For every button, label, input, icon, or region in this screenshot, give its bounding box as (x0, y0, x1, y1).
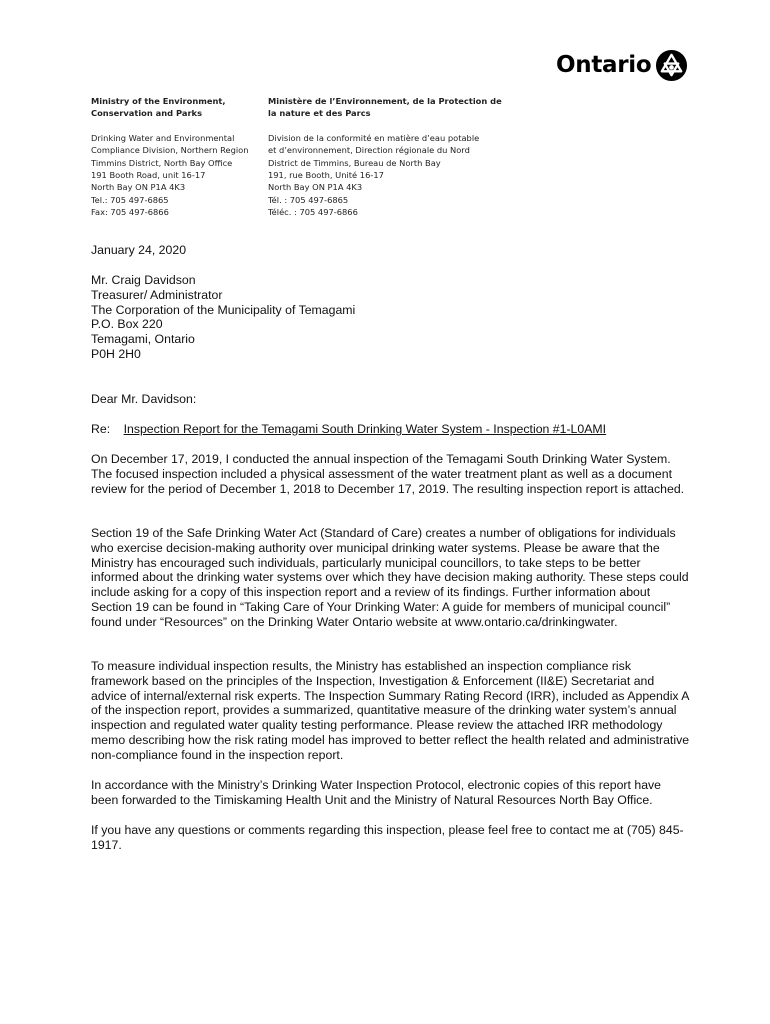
fax-line: Fax: 705 497-6866 (91, 207, 169, 218)
ministry-address-english (91, 95, 291, 219)
address-line: Drinking Water and Environmental (91, 132, 235, 143)
recipient-line: P.O. Box 220 (91, 317, 163, 332)
paragraph-contact: If you have any questions or comments regarding this inspection, please feel free to contact me at (705) 845-1917. (91, 823, 684, 852)
ministry-name-french (268, 95, 502, 120)
paragraph-section-19: Section 19 of the Safe Drinking Water Act (Standard of Care) creates a number of obligations for individuals who exercise decision-making authority over municipal drinking water systems. Please be aware that the Ministry has encouraged such individuals, particularly municipal councillors, to take steps to be better informed about the drinking water systems over which they have decision making authority. These steps could include asking for a copy of this inspection report and a review of its findings. Further information about Section 19 can be found in “Taking Care of Your Drinking Water: A guide for members of municipal council” found under “Resources” on the Drinking Water Ontario website at www.ontario.ca/drinkingwater. (91, 526, 689, 629)
paragraph-distribution: In accordance with the Ministry’s Drinking Water Inspection Protocol, electronic copies of this report have been forwarded to the Timiskaming Health Unit and the Ministry of Natural Resources North Bay Office. (91, 778, 662, 807)
address-line: North Bay ON P1A 4K3 (91, 182, 186, 193)
recipient-line: Mr. Craig Davidson (91, 273, 196, 287)
address-line: 191 Booth Road, unit 16-17 (91, 170, 206, 181)
address-line: Compliance Division, Northern Region (91, 145, 249, 156)
ministry-address-french (268, 95, 502, 219)
re-line (91, 422, 606, 437)
recipient-line: Treasurer/ Administrator (91, 287, 223, 302)
ministry-name-line: Ministry of the Environment, (91, 96, 226, 106)
recipient-address (91, 273, 355, 362)
ontario-wordmark: Ontario (556, 52, 652, 78)
recipient-line: P0H 2H0 (91, 346, 141, 361)
address-line: Timmins District, North Bay Office (91, 157, 233, 168)
re-subject: Inspection Report for the Temagami South Drinking Water System - Inspection #1-L0AMI (123, 422, 607, 436)
ontario-logo (556, 48, 688, 82)
paragraph-risk-framework: To measure individual inspection results, the Ministry has established an inspection compliance risk framework based on the principles of the Inspection, Investigation & Enforcement (II&E) Secretariat and advice of internal/external risk experts. The Inspection Summary Rating Record (IRR), included as Appendix A of the inspection report, provides a summarized, quantitative measure of the drinking water system’s annual inspection and regulated water quality testing performance. Please review the attached IRR methodology memo describing how the risk rating model has improved to better reflect the health related and administrative non-compliance found in the inspection report. (91, 659, 690, 762)
ministry-name-english (91, 95, 291, 120)
address-line: District de Timmins, Bureau de North Bay (268, 157, 441, 168)
phone-line: Tel.: 705 497-6865 (91, 194, 169, 205)
address-line: Division de la conformité en matière d’eau potable (268, 132, 480, 143)
ministry-name-line: Conservation and Parks (91, 108, 203, 119)
salutation: Dear Mr. Davidson: (91, 392, 197, 406)
address-line: et d’environnement, Direction régionale du Nord (268, 145, 470, 156)
address-line: 191, rue Booth, Unité 16-17 (268, 170, 384, 181)
fax-line: Téléc. : 705 497-6866 (268, 207, 358, 218)
letter-date: January 24, 2020 (91, 243, 187, 257)
trillium-icon (655, 49, 688, 82)
recipient-line: Temagami, Ontario (91, 332, 195, 347)
re-label: Re: (91, 422, 111, 436)
address-line: North Bay ON P1A 4K3 (268, 182, 363, 193)
ministry-name-line: Ministère de l’Environnement, de la Protection de (268, 96, 502, 106)
ministry-name-line: la nature et des Parcs (268, 108, 371, 119)
phone-line: Tél. : 705 497-6865 (268, 194, 349, 205)
paragraph-inspection-summary: On December 17, 2019, I conducted the annual inspection of the Temagami South Drinking Water System. The focused inspection included a physical assessment of the water treatment plant as well as a document review for the period of December 1, 2018 to December 17, 2019. The resulting inspection report is attached. (91, 452, 685, 496)
recipient-line: The Corporation of the Municipality of Temagami (91, 302, 356, 317)
